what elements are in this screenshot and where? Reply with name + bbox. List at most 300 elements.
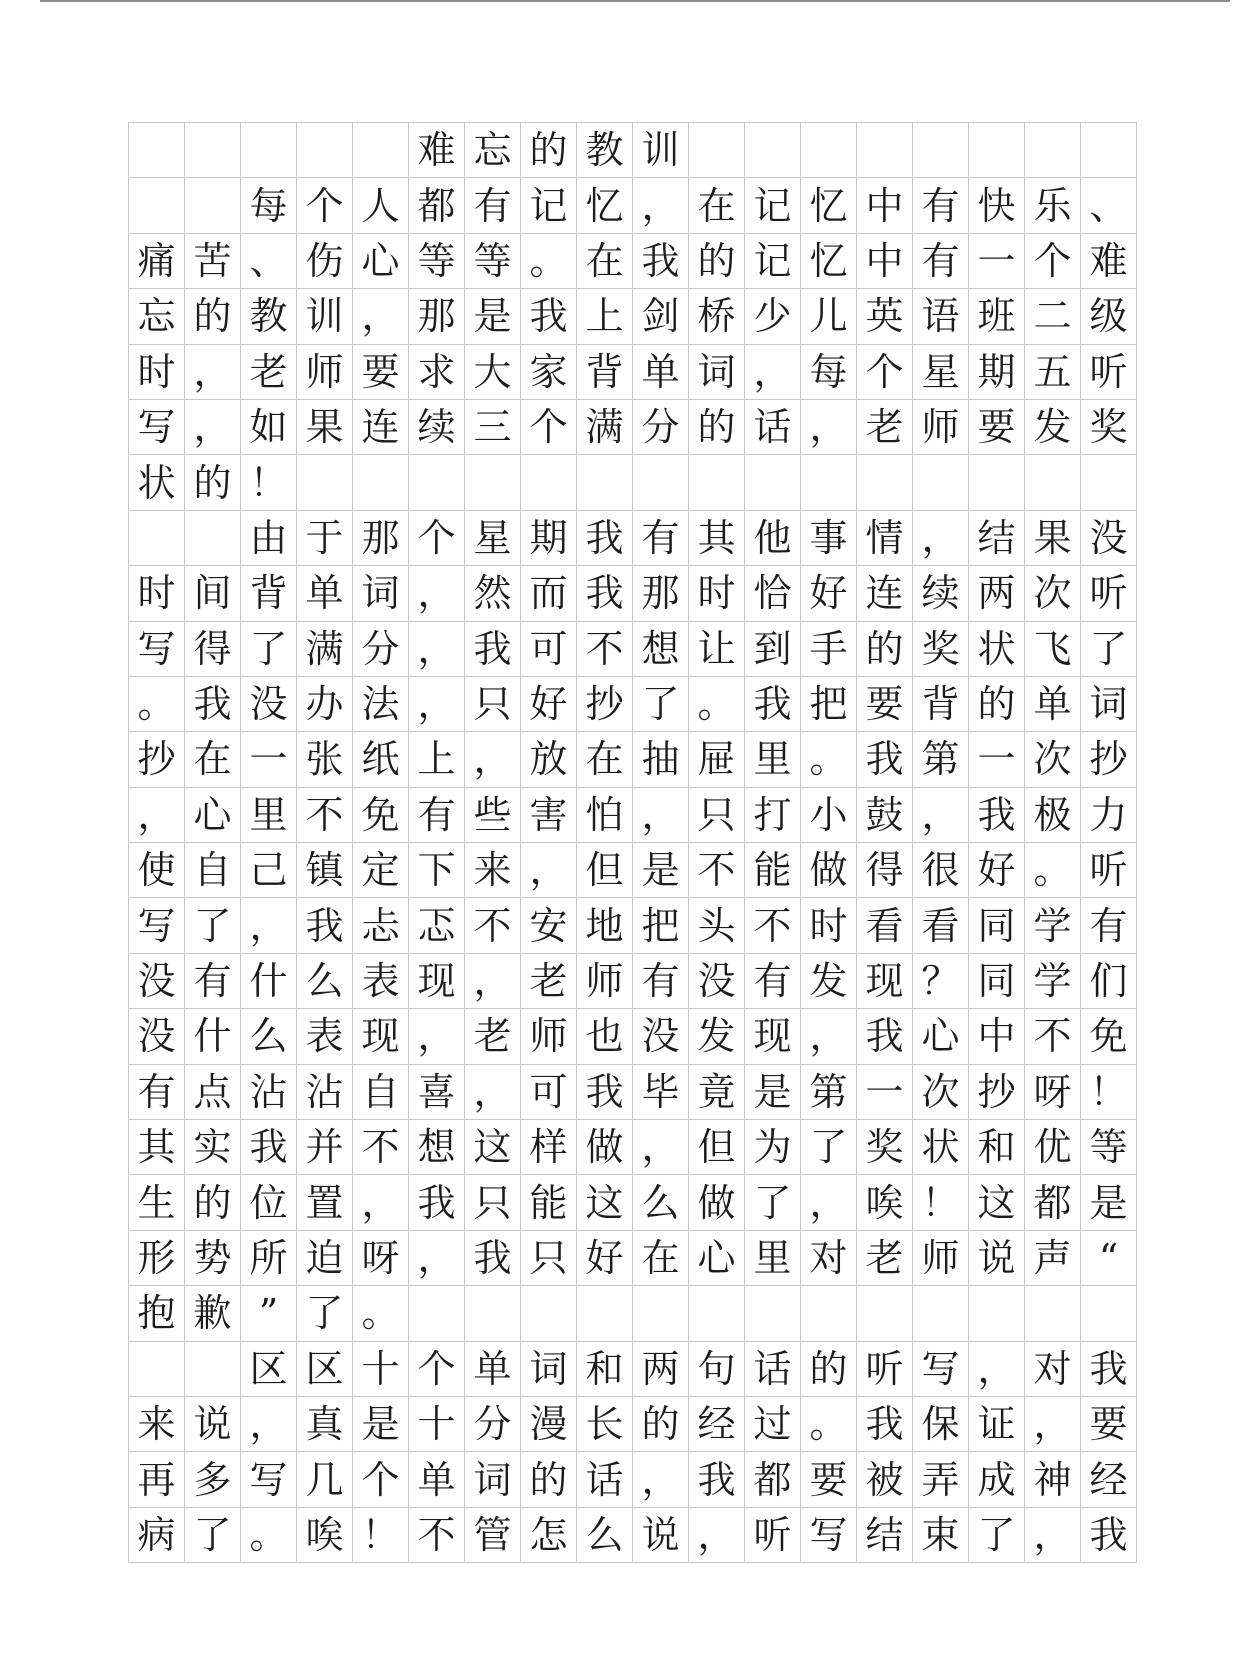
grid-cell: 奖 [1081,399,1137,454]
grid-cell: 不 [1025,1009,1081,1064]
grid-cell: 求 [409,344,465,399]
title-cell [241,123,297,178]
grid-cell: 我 [521,289,577,344]
title-cell [1025,123,1081,178]
grid-cell: 来 [465,843,521,898]
grid-cell [1025,1286,1081,1341]
grid-cell: 得 [857,843,913,898]
grid-cell [521,1286,577,1341]
grid-cell: 再 [129,1452,185,1507]
grid-cell: ， [521,843,577,898]
grid-cell: 把 [633,898,689,953]
grid-cell: ， [129,787,185,842]
title-cell [745,123,801,178]
grid-cell: 有 [913,233,969,288]
grid-cell: 了 [185,898,241,953]
grid-cell [857,455,913,510]
grid-cell: 的 [185,455,241,510]
grid-cell: “ [1081,1230,1137,1285]
grid-cell: 让 [689,621,745,676]
grid-cell: 了 [297,1286,353,1341]
grid-cell: 极 [1025,787,1081,842]
grid-row [129,1009,1137,1064]
grid-cell: 时 [129,566,185,621]
grid-cell: 学 [1025,898,1081,953]
grid-cell: 个 [409,510,465,565]
grid-cell: 的 [521,1452,577,1507]
grid-cell: 样 [521,1120,577,1175]
grid-cell: 飞 [1025,621,1081,676]
grid-cell: 过 [745,1396,801,1451]
grid-cell: 手 [801,621,857,676]
grid-cell: 那 [409,289,465,344]
grid-cell: 有 [745,953,801,1008]
grid-cell: 少 [745,289,801,344]
grid-cell: 时 [801,898,857,953]
grid-cell: 我 [1081,1507,1137,1562]
grid-cell: 一 [857,1064,913,1119]
grid-cell: 我 [297,898,353,953]
grid-cell: 了 [185,1507,241,1562]
grid-row [129,566,1137,621]
grid-cell: 其 [129,1120,185,1175]
grid-cell: 下 [409,843,465,898]
grid-cell: 个 [1025,233,1081,288]
grid-cell [577,1286,633,1341]
grid-cell: 第 [801,1064,857,1119]
grid-cell: 实 [185,1120,241,1175]
grid-cell: 呀 [353,1230,409,1285]
grid-cell: 写 [913,1341,969,1396]
grid-cell: 我 [577,510,633,565]
grid-row [129,1120,1137,1175]
grid-cell: 忘 [129,289,185,344]
grid-cell: 二 [1025,289,1081,344]
grid-cell: 镇 [297,843,353,898]
grid-cell: 和 [969,1120,1025,1175]
grid-cell: 能 [521,1175,577,1230]
grid-cell: 苦 [185,233,241,288]
grid-cell: 屉 [689,732,745,787]
grid-cell: 。 [241,1507,297,1562]
grid-cell: 并 [297,1120,353,1175]
grid-cell: ， [465,1064,521,1119]
grid-cell [353,455,409,510]
grid-cell: ， [801,1009,857,1064]
grid-cell: 我 [577,1064,633,1119]
grid-cell: 为 [745,1120,801,1175]
grid-cell [689,1286,745,1341]
grid-cell: ， [801,1175,857,1230]
grid-cell: 生 [129,1175,185,1230]
grid-cell: 只 [689,787,745,842]
grid-cell: 等 [1081,1120,1137,1175]
grid-cell: 听 [857,1341,913,1396]
grid-cell: 忆 [801,178,857,233]
grid-cell: 续 [913,566,969,621]
grid-cell: 是 [465,289,521,344]
grid-cell: 定 [353,843,409,898]
grid-cell: 单 [1025,676,1081,731]
grid-cell: 十 [409,1396,465,1451]
grid-cell: 区 [241,1341,297,1396]
grid-cell: 经 [1081,1452,1137,1507]
grid-cell: 好 [521,676,577,731]
grid-cell: 心 [913,1009,969,1064]
grid-cell [857,1286,913,1341]
grid-cell: 心 [353,233,409,288]
grid-cell: ！ [353,1507,409,1562]
grid-row [129,843,1137,898]
grid-cell: 免 [1081,1009,1137,1064]
grid-cell: 唉 [297,1507,353,1562]
grid-cell [465,1286,521,1341]
grid-row [129,1286,1137,1341]
grid-cell: ， [801,399,857,454]
title-cell: 训 [633,123,689,178]
grid-row [129,787,1137,842]
grid-cell [577,455,633,510]
title-cell [689,123,745,178]
grid-cell: 都 [1025,1175,1081,1230]
grid-cell: 。 [689,676,745,731]
grid-cell: 不 [409,1507,465,1562]
grid-cell: 也 [577,1009,633,1064]
grid-cell: 背 [577,344,633,399]
grid-cell: 做 [801,843,857,898]
grid-row [129,1064,1137,1119]
grid-cell: ， [409,1009,465,1064]
grid-cell: ， [633,178,689,233]
grid-row [129,455,1137,510]
title-cell: 难 [409,123,465,178]
grid-body [129,123,1137,1563]
grid-cell: 病 [129,1507,185,1562]
grid-cell: 写 [241,1452,297,1507]
grid-cell: 听 [1081,344,1137,399]
grid-cell: ， [185,399,241,454]
grid-cell: 可 [521,621,577,676]
grid-cell: 怕 [577,787,633,842]
grid-cell: 现 [857,953,913,1008]
grid-cell: 自 [185,843,241,898]
grid-cell: 没 [1081,510,1137,565]
grid-cell: 了 [633,676,689,731]
grid-cell: 做 [577,1120,633,1175]
grid-cell: 一 [969,732,1025,787]
grid-row [129,289,1137,344]
grid-cell: 大 [465,344,521,399]
grid-cell: 安 [521,898,577,953]
grid-cell: 没 [241,676,297,731]
grid-cell: 。 [521,233,577,288]
grid-cell: 在 [577,732,633,787]
grid-cell: 不 [465,898,521,953]
grid-cell: 师 [913,399,969,454]
grid-cell: 什 [241,953,297,1008]
title-cell: 的 [521,123,577,178]
grid-cell: 鼓 [857,787,913,842]
grid-cell: 管 [465,1507,521,1562]
grid-cell: 不 [745,898,801,953]
grid-cell: 发 [801,953,857,1008]
grid-cell: 单 [409,1452,465,1507]
grid-cell: 看 [857,898,913,953]
grid-cell: ， [409,676,465,731]
grid-cell: 上 [409,732,465,787]
grid-cell: 词 [353,566,409,621]
grid-cell: 一 [969,233,1025,288]
grid-cell: 但 [577,843,633,898]
grid-cell: 什 [185,1009,241,1064]
grid-cell: 神 [1025,1452,1081,1507]
grid-row [129,399,1137,454]
grid-cell: 结 [969,510,1025,565]
title-cell: 教 [577,123,633,178]
grid-cell: 么 [577,1507,633,1562]
grid-cell: 个 [297,178,353,233]
grid-cell: 没 [129,953,185,1008]
grid-cell [801,455,857,510]
grid-cell: 。 [1025,843,1081,898]
grid-cell: 期 [521,510,577,565]
grid-cell: 我 [857,1009,913,1064]
grid-cell: 那 [353,510,409,565]
grid-cell: 写 [129,898,185,953]
title-cell [129,123,185,178]
grid-cell: 只 [465,676,521,731]
grid-cell [129,510,185,565]
grid-cell: 己 [241,843,297,898]
title-row [129,123,1137,178]
grid-cell: 词 [465,1452,521,1507]
grid-cell: 第 [913,732,969,787]
grid-cell: 星 [913,344,969,399]
grid-row [129,1507,1137,1562]
title-cell [1081,123,1137,178]
grid-cell: ， [745,344,801,399]
grid-cell: 被 [857,1452,913,1507]
title-cell [913,123,969,178]
grid-row [129,1341,1137,1396]
grid-cell: 么 [297,953,353,1008]
grid-cell: 句 [689,1341,745,1396]
grid-cell: 抄 [129,732,185,787]
grid-cell: 免 [353,787,409,842]
grid-cell: 词 [1081,676,1137,731]
grid-cell: 优 [1025,1120,1081,1175]
grid-cell: 抽 [633,732,689,787]
grid-cell: 结 [857,1507,913,1562]
grid-cell: 桥 [689,289,745,344]
grid-cell: 呀 [1025,1064,1081,1119]
grid-cell: 经 [689,1396,745,1451]
grid-row [129,1452,1137,1507]
grid-cell: 说 [969,1230,1025,1285]
grid-cell: 对 [801,1230,857,1285]
grid-cell: 话 [577,1452,633,1507]
grid-cell: 单 [633,344,689,399]
grid-cell: 真 [297,1396,353,1451]
grid-cell: 词 [521,1341,577,1396]
grid-cell: 要 [857,676,913,731]
grid-cell: 教 [241,289,297,344]
grid-cell: 话 [745,399,801,454]
grid-cell: 上 [577,289,633,344]
grid-cell: 师 [913,1230,969,1285]
grid-row [129,953,1137,1008]
grid-cell: ， [409,621,465,676]
grid-cell: ？ [913,953,969,1008]
grid-cell: 可 [521,1064,577,1119]
grid-cell: 了 [969,1507,1025,1562]
grid-cell: ！ [1081,1064,1137,1119]
grid-cell: 记 [745,233,801,288]
grid-cell: 我 [633,233,689,288]
grid-cell: 心 [689,1230,745,1285]
grid-cell: 背 [241,566,297,621]
grid-cell: 不 [297,787,353,842]
grid-cell: ， [185,344,241,399]
grid-cell: 于 [297,510,353,565]
grid-cell: 老 [465,1009,521,1064]
grid-cell: 五 [1025,344,1081,399]
grid-cell: 乐 [1025,178,1081,233]
grid-cell [185,1341,241,1396]
grid-cell: 说 [185,1396,241,1451]
grid-cell: 这 [577,1175,633,1230]
grid-cell: 的 [969,676,1025,731]
grid-cell: 两 [969,566,1025,621]
title-cell [857,123,913,178]
grid-cell: 的 [801,1341,857,1396]
grid-cell: 忐 [353,898,409,953]
grid-cell: 训 [297,289,353,344]
grid-cell: 现 [745,1009,801,1064]
grid-cell: 束 [913,1507,969,1562]
grid-cell: 抄 [577,676,633,731]
grid-cell: 都 [745,1452,801,1507]
grid-cell: 沾 [241,1064,297,1119]
grid-cell: 的 [633,1396,689,1451]
grid-cell: ， [241,898,297,953]
grid-cell: 单 [465,1341,521,1396]
grid-cell: 奖 [913,621,969,676]
grid-cell: 弄 [913,1452,969,1507]
grid-cell: 的 [689,233,745,288]
grid-cell: 老 [241,344,297,399]
grid-cell [409,455,465,510]
grid-cell: 抱 [129,1286,185,1341]
grid-cell: 很 [913,843,969,898]
grid-cell: ， [969,1341,1025,1396]
grid-cell: 一 [241,732,297,787]
grid-cell [297,455,353,510]
grid-cell: ， [633,1120,689,1175]
grid-cell: 表 [297,1009,353,1064]
grid-cell: 期 [969,344,1025,399]
grid-cell: 级 [1081,289,1137,344]
grid-cell: 但 [689,1120,745,1175]
grid-cell: 几 [297,1452,353,1507]
grid-row [129,621,1137,676]
grid-cell: 有 [129,1064,185,1119]
grid-row [129,178,1137,233]
grid-cell [409,1286,465,1341]
grid-cell: 同 [969,898,1025,953]
composition-grid-sheet [128,122,1137,1563]
grid-cell: 了 [801,1120,857,1175]
grid-cell: 想 [633,621,689,676]
grid-cell: 听 [745,1507,801,1562]
grid-cell: 痛 [129,233,185,288]
grid-cell: 来 [129,1396,185,1451]
grid-cell: 老 [521,953,577,1008]
grid-cell: ， [241,1396,297,1451]
grid-cell: 家 [521,344,577,399]
grid-cell: 我 [241,1120,297,1175]
grid-cell: 忆 [577,178,633,233]
grid-cell: 三 [465,399,521,454]
grid-cell: 老 [857,399,913,454]
grid-cell: 状 [913,1120,969,1175]
grid-cell: 儿 [801,289,857,344]
grid-cell [689,455,745,510]
grid-cell: 现 [409,953,465,1008]
grid-cell: 里 [745,1230,801,1285]
grid-cell: 有 [185,953,241,1008]
grid-cell: 置 [297,1175,353,1230]
grid-cell: 分 [465,1396,521,1451]
grid-cell: 力 [1081,787,1137,842]
grid-cell: 都 [409,178,465,233]
grid-cell: 。 [353,1286,409,1341]
grid-cell: 星 [465,510,521,565]
grid-cell: 话 [745,1341,801,1396]
grid-cell: 现 [353,1009,409,1064]
grid-cell: 在 [577,233,633,288]
grid-cell [633,1286,689,1341]
grid-cell: 迫 [297,1230,353,1285]
grid-cell [969,1286,1025,1341]
grid-cell [129,178,185,233]
grid-cell: ！ [913,1175,969,1230]
grid-cell: 发 [689,1009,745,1064]
grid-row [129,732,1137,787]
grid-cell: 状 [129,455,185,510]
grid-cell: 每 [801,344,857,399]
grid-cell: 次 [1025,732,1081,787]
grid-cell: 了 [1081,621,1137,676]
grid-cell: 对 [1025,1341,1081,1396]
grid-cell: ， [409,1230,465,1285]
grid-cell: 看 [913,898,969,953]
grid-cell: 记 [521,178,577,233]
grid-cell: ， [465,732,521,787]
grid-cell: 由 [241,510,297,565]
grid-cell: 学 [1025,953,1081,1008]
grid-row [129,233,1137,288]
grid-cell: 我 [577,566,633,621]
grid-cell: 人 [353,178,409,233]
grid-cell: 满 [297,621,353,676]
title-cell [297,123,353,178]
grid-cell: 抄 [1081,732,1137,787]
grid-cell: 在 [185,732,241,787]
grid-cell: 声 [1025,1230,1081,1285]
grid-cell: 快 [969,178,1025,233]
grid-cell: 其 [689,510,745,565]
